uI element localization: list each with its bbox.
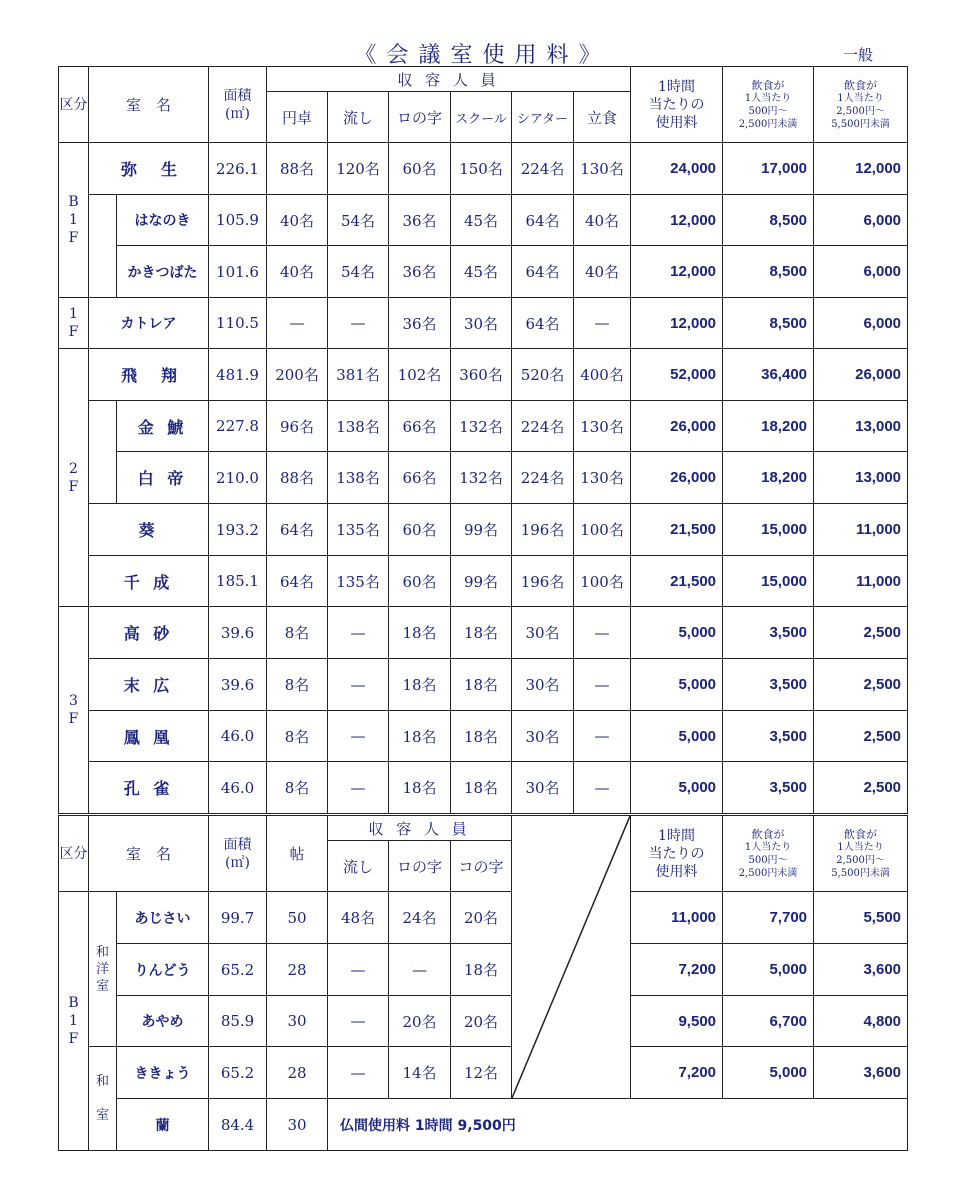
- food-fee-2: 5,500: [814, 892, 908, 944]
- table-row: [59, 298, 908, 349]
- table-row: [59, 659, 908, 711]
- header-kubun: 区分: [59, 67, 89, 143]
- food-fee-2: 6,000: [814, 298, 908, 349]
- capacity-cell: 60名: [389, 504, 451, 556]
- room-name: はなのき: [117, 195, 209, 246]
- food-fee-2: 2,500: [814, 711, 908, 762]
- food-fee-1: 8,500: [723, 195, 814, 246]
- room-name: 末 広: [89, 659, 209, 711]
- room-name: 白 帝: [117, 452, 209, 504]
- hourly-fee: 21,500: [631, 556, 723, 607]
- header-kubun: 区分: [59, 816, 89, 892]
- food-fee-1: 5,000: [723, 1047, 814, 1099]
- group-b1f: B 1 F: [59, 143, 89, 298]
- capacity-cell: —: [328, 1047, 389, 1099]
- capacity-cell: 196名: [512, 504, 574, 556]
- header-food1-1: 飲食が: [751, 78, 785, 92]
- food-fee-1: 5,000: [723, 944, 814, 996]
- header-area-unit: (㎡): [225, 854, 250, 871]
- capacity-cell: 36名: [389, 195, 451, 246]
- capacity-cell: 200名: [267, 349, 328, 401]
- room-name: 金 鯱: [117, 401, 209, 452]
- header-food1-4: 2,500円未満: [738, 867, 798, 879]
- header-hourly-2: 当たりの: [648, 96, 705, 113]
- header-food2-2: 1人当たり: [837, 841, 884, 853]
- diagonal-slash: [512, 816, 630, 1098]
- capacity-cell: 18名: [389, 762, 451, 814]
- food-fee-1: 3,500: [723, 711, 814, 762]
- capacity-cell: 64名: [512, 195, 574, 246]
- capacity-cell: —: [328, 996, 389, 1047]
- capacity-cell: 45名: [451, 246, 512, 298]
- room-area: 105.9: [209, 195, 267, 246]
- capacity-cell: 520名: [512, 349, 574, 401]
- food-fee-1: 3,500: [723, 762, 814, 814]
- page-title: 《会議室使用料》: [354, 43, 611, 68]
- capacity-cell: 224名: [512, 143, 574, 195]
- hourly-fee: 9,500: [631, 996, 723, 1047]
- header-hourly: [631, 816, 723, 892]
- capacity-cell: 64名: [512, 246, 574, 298]
- capacity-cell: —: [574, 298, 631, 349]
- capacity-cell: 60名: [389, 556, 451, 607]
- capacity-cell: 30名: [512, 762, 574, 814]
- room-area: 46.0: [209, 711, 267, 762]
- capacity-cell: 40名: [267, 195, 328, 246]
- capacity-cell: 30名: [451, 298, 512, 349]
- hourly-fee: 52,000: [631, 349, 723, 401]
- capacity-cell: —: [574, 711, 631, 762]
- table-row: [59, 504, 908, 556]
- japanese-room-fee-table: [58, 815, 908, 1151]
- capacity-cell: 150名: [451, 143, 512, 195]
- capacity-cell: 8名: [267, 659, 328, 711]
- table-row: [59, 607, 908, 659]
- header-food-1: [723, 816, 814, 892]
- capacity-cell: 36名: [389, 246, 451, 298]
- food-fee-1: 3,500: [723, 659, 814, 711]
- capacity-cell: 64名: [267, 504, 328, 556]
- capacity-cell: 88名: [267, 143, 328, 195]
- capacity-cell: 18名: [451, 607, 512, 659]
- room-area: 39.6: [209, 607, 267, 659]
- room-name: ききょう: [117, 1047, 209, 1099]
- room-name: 葵: [89, 504, 209, 556]
- capacity-cell: 135名: [328, 504, 389, 556]
- food-fee-1: 15,000: [723, 556, 814, 607]
- header-layout: ロの字: [389, 92, 451, 143]
- capacity-cell: 18名: [389, 607, 451, 659]
- table-row: [59, 556, 908, 607]
- food-fee-2: 2,500: [814, 607, 908, 659]
- capacity-cell: 40名: [574, 195, 631, 246]
- subgroup-wayou: 和 洋 室: [89, 892, 117, 1047]
- header-layout: シアター: [512, 92, 574, 143]
- food-fee-2: 4,800: [814, 996, 908, 1047]
- group-b1f: B 1 F: [59, 892, 89, 1151]
- table-row: [59, 944, 908, 996]
- header-food1-1: 飲食が: [751, 827, 785, 841]
- food-fee-1: 3,500: [723, 607, 814, 659]
- table-row: [59, 711, 908, 762]
- room-area: 185.1: [209, 556, 267, 607]
- group-1f: 1 F: [59, 298, 89, 349]
- table-row: [59, 143, 908, 195]
- header-food1-2: 1人当たり: [744, 92, 792, 104]
- group-3f: 3 F: [59, 607, 89, 814]
- food-fee-1: 8,500: [723, 246, 814, 298]
- capacity-cell: 381名: [328, 349, 389, 401]
- capacity-cell: 8名: [267, 607, 328, 659]
- capacity-cell: 88名: [267, 452, 328, 504]
- room-area: 210.0: [209, 452, 267, 504]
- header-hourly-3: 使用料: [655, 863, 698, 880]
- capacity-cell: 120名: [328, 143, 389, 195]
- header-area: [209, 816, 267, 892]
- food-fee-1: 18,200: [723, 452, 814, 504]
- room-area: 101.6: [209, 246, 267, 298]
- food-fee-2: 12,000: [814, 143, 908, 195]
- header-food2-1: 飲食が: [844, 827, 878, 841]
- room-name: 弥 生: [89, 143, 209, 195]
- room-name: あやめ: [117, 996, 209, 1047]
- table-row: [59, 762, 908, 814]
- header-layout: スクール: [451, 92, 512, 143]
- room-area: 481.9: [209, 349, 267, 401]
- room-area: 65.2: [209, 1047, 267, 1099]
- food-fee-2: 6,000: [814, 195, 908, 246]
- hourly-fee: 5,000: [631, 607, 723, 659]
- capacity-cell: 30名: [512, 659, 574, 711]
- capacity-cell: —: [328, 607, 389, 659]
- room-name: 高 砂: [89, 607, 209, 659]
- header-food2-4: 5,500円未満: [831, 867, 890, 879]
- capacity-cell: 45名: [451, 195, 512, 246]
- header-area: [209, 67, 267, 143]
- table-row: [59, 996, 908, 1047]
- room-name: かきつばた: [117, 246, 209, 298]
- capacity-cell: 24名: [389, 892, 451, 944]
- hourly-fee: 7,200: [631, 944, 723, 996]
- capacity-cell: 64名: [267, 556, 328, 607]
- capacity-cell: 48名: [328, 892, 389, 944]
- room-area: 110.5: [209, 298, 267, 349]
- table-row: [59, 401, 908, 452]
- header-area-label: 面積: [223, 87, 252, 104]
- header-food1-4: 2,500円未満: [738, 118, 798, 130]
- capacity-cell: 18名: [451, 762, 512, 814]
- room-area: 85.9: [209, 996, 267, 1047]
- header-hourly-1: 1時間: [658, 827, 695, 844]
- capacity-cell: 100名: [574, 504, 631, 556]
- capacity-cell: 132名: [451, 452, 512, 504]
- room-area: 226.1: [209, 143, 267, 195]
- capacity-cell: 138名: [328, 452, 389, 504]
- capacity-cell: 66名: [389, 401, 451, 452]
- table-row: [59, 1047, 908, 1099]
- hourly-fee: 26,000: [631, 401, 723, 452]
- room-tatami: 28: [267, 944, 328, 996]
- food-fee-2: 6,000: [814, 246, 908, 298]
- capacity-cell: 224名: [512, 452, 574, 504]
- food-fee-2: 3,600: [814, 944, 908, 996]
- capacity-cell: 96名: [267, 401, 328, 452]
- capacity-cell: 40名: [574, 246, 631, 298]
- food-fee-1: 17,000: [723, 143, 814, 195]
- hourly-fee: 12,000: [631, 246, 723, 298]
- room-tatami: 50: [267, 892, 328, 944]
- food-fee-2: 3,600: [814, 1047, 908, 1099]
- header-room-name: 室 名: [89, 816, 209, 892]
- capacity-cell: 18名: [451, 659, 512, 711]
- diagonal-blank: [512, 816, 631, 1099]
- hourly-fee: 26,000: [631, 452, 723, 504]
- capacity-cell: 135名: [328, 556, 389, 607]
- capacity-cell: —: [328, 659, 389, 711]
- indent-cell: [89, 195, 117, 298]
- capacity-cell: 196名: [512, 556, 574, 607]
- header-food2-2: 1人当たり: [837, 92, 884, 104]
- capacity-cell: —: [267, 298, 328, 349]
- room-tatami: 30: [267, 996, 328, 1047]
- header-food2-3: 2,500円～: [836, 854, 885, 866]
- capacity-cell: 66名: [389, 452, 451, 504]
- header-layout: ロの字: [389, 841, 451, 892]
- header-capacity: 収 容 人 員: [267, 67, 631, 92]
- capacity-cell: 224名: [512, 401, 574, 452]
- capacity-cell: 130名: [574, 143, 631, 195]
- room-name: 鳳 凰: [89, 711, 209, 762]
- hourly-fee: 12,000: [631, 195, 723, 246]
- header-hourly-2: 当たりの: [648, 845, 705, 862]
- header-layout: 立食: [574, 92, 631, 143]
- header-room-name: 室 名: [89, 67, 209, 143]
- header-hourly-3: 使用料: [655, 114, 698, 131]
- header-food-1: [723, 67, 814, 143]
- food-fee-1: 18,200: [723, 401, 814, 452]
- group-2f: 2 F: [59, 349, 89, 607]
- room-name: 蘭: [117, 1099, 209, 1151]
- buddhist-room-note: 仏間使用料 1時間 9,500円: [328, 1099, 908, 1151]
- hourly-fee: 11,000: [631, 892, 723, 944]
- room-name: 飛 翔: [89, 349, 209, 401]
- room-area: 46.0: [209, 762, 267, 814]
- capacity-cell: 30名: [512, 607, 574, 659]
- food-fee-1: 7,700: [723, 892, 814, 944]
- capacity-cell: 8名: [267, 711, 328, 762]
- header-capacity: 収 容 人 員: [328, 816, 512, 841]
- indent-cell: [89, 401, 117, 504]
- header-food-2: [814, 816, 908, 892]
- capacity-cell: 64名: [512, 298, 574, 349]
- hourly-fee: 12,000: [631, 298, 723, 349]
- room-area: 65.2: [209, 944, 267, 996]
- room-area: 39.6: [209, 659, 267, 711]
- capacity-cell: 60名: [389, 143, 451, 195]
- table-row: [59, 349, 908, 401]
- header-tatami: 帖: [267, 816, 328, 892]
- room-name: 千 成: [89, 556, 209, 607]
- header-food2-1: 飲食が: [844, 78, 878, 92]
- capacity-cell: 130名: [574, 452, 631, 504]
- hourly-fee: 24,000: [631, 143, 723, 195]
- capacity-cell: —: [328, 711, 389, 762]
- subgroup-washitsu: 和 室: [89, 1047, 117, 1151]
- room-tatami: 30: [267, 1099, 328, 1151]
- room-area: 227.8: [209, 401, 267, 452]
- food-fee-1: 8,500: [723, 298, 814, 349]
- capacity-cell: 18名: [389, 659, 451, 711]
- room-name: あじさい: [117, 892, 209, 944]
- food-fee-2: 2,500: [814, 659, 908, 711]
- header-hourly: [631, 67, 723, 143]
- table-row: [59, 195, 908, 246]
- capacity-cell: 20名: [451, 996, 512, 1047]
- header-food2-4: 5,500円未満: [831, 118, 890, 130]
- header-food2-3: 2,500円～: [836, 105, 885, 117]
- header-food-2: [814, 67, 908, 143]
- capacity-cell: 360名: [451, 349, 512, 401]
- capacity-cell: 100名: [574, 556, 631, 607]
- capacity-cell: 20名: [389, 996, 451, 1047]
- header-layout: コの字: [451, 841, 512, 892]
- capacity-cell: —: [574, 762, 631, 814]
- hourly-fee: 7,200: [631, 1047, 723, 1099]
- capacity-cell: 18名: [389, 711, 451, 762]
- header-layout: 流し: [328, 841, 389, 892]
- category-label: 一般: [843, 46, 874, 64]
- meeting-room-fee-table: [58, 66, 908, 814]
- header-area-unit: (㎡): [225, 105, 250, 122]
- capacity-cell: 102名: [389, 349, 451, 401]
- hourly-fee: 21,500: [631, 504, 723, 556]
- room-area: 84.4: [209, 1099, 267, 1151]
- food-fee-1: 15,000: [723, 504, 814, 556]
- capacity-cell: 132名: [451, 401, 512, 452]
- table-row: [59, 246, 908, 298]
- table-row: [59, 452, 908, 504]
- capacity-cell: 130名: [574, 401, 631, 452]
- food-fee-2: 2,500: [814, 762, 908, 814]
- food-fee-2: 13,000: [814, 452, 908, 504]
- header-food1-3: 500円～: [748, 105, 788, 117]
- capacity-cell: 54名: [328, 246, 389, 298]
- capacity-cell: 54名: [328, 195, 389, 246]
- food-fee-2: 13,000: [814, 401, 908, 452]
- food-fee-2: 11,000: [814, 504, 908, 556]
- room-area: 99.7: [209, 892, 267, 944]
- capacity-cell: 40名: [267, 246, 328, 298]
- header-food1-2: 1人当たり: [744, 841, 792, 853]
- capacity-cell: —: [389, 944, 451, 996]
- capacity-cell: 12名: [451, 1047, 512, 1099]
- capacity-cell: 138名: [328, 401, 389, 452]
- capacity-cell: 99名: [451, 556, 512, 607]
- header-layout: 流し: [328, 92, 389, 143]
- hourly-fee: 5,000: [631, 659, 723, 711]
- table-row: [59, 1099, 908, 1151]
- capacity-cell: 18名: [451, 944, 512, 996]
- table-row: [59, 892, 908, 944]
- room-name: 孔 雀: [89, 762, 209, 814]
- capacity-cell: —: [328, 944, 389, 996]
- capacity-cell: 18名: [451, 711, 512, 762]
- hourly-fee: 5,000: [631, 762, 723, 814]
- capacity-cell: 30名: [512, 711, 574, 762]
- room-name: カトレア: [89, 298, 209, 349]
- hourly-fee: 5,000: [631, 711, 723, 762]
- food-fee-1: 36,400: [723, 349, 814, 401]
- capacity-cell: —: [328, 762, 389, 814]
- capacity-cell: 14名: [389, 1047, 451, 1099]
- room-tatami: 28: [267, 1047, 328, 1099]
- food-fee-1: 6,700: [723, 996, 814, 1047]
- capacity-cell: 400名: [574, 349, 631, 401]
- food-fee-2: 11,000: [814, 556, 908, 607]
- capacity-cell: —: [574, 659, 631, 711]
- capacity-cell: —: [574, 607, 631, 659]
- capacity-cell: —: [328, 298, 389, 349]
- room-name: りんどう: [117, 944, 209, 996]
- capacity-cell: 99名: [451, 504, 512, 556]
- header-food1-3: 500円～: [748, 854, 788, 866]
- food-fee-2: 26,000: [814, 349, 908, 401]
- header-area-label: 面積: [223, 836, 252, 853]
- capacity-cell: 8名: [267, 762, 328, 814]
- capacity-cell: 36名: [389, 298, 451, 349]
- capacity-cell: 20名: [451, 892, 512, 944]
- room-area: 193.2: [209, 504, 267, 556]
- header-layout: 円卓: [267, 92, 328, 143]
- header-hourly-1: 1時間: [658, 78, 695, 95]
